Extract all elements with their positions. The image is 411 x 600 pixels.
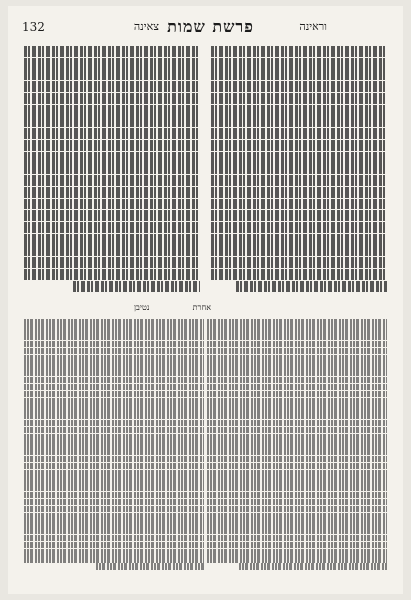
text-line	[24, 463, 204, 470]
main-text-column-left	[24, 46, 200, 301]
text-line	[24, 341, 204, 348]
text-line	[207, 441, 387, 448]
text-line	[211, 81, 387, 92]
text-line	[24, 384, 204, 391]
text-line	[207, 341, 387, 348]
text-line	[24, 456, 204, 463]
commentary-heading-right: אחרת	[192, 303, 211, 312]
text-line	[24, 245, 200, 256]
text-line	[211, 163, 387, 174]
text-line	[211, 269, 387, 280]
text-line	[24, 257, 200, 268]
text-line	[207, 348, 387, 355]
text-line	[24, 348, 204, 355]
text-line	[207, 420, 387, 427]
text-line	[211, 175, 387, 186]
text-line	[24, 377, 204, 384]
text-line	[24, 116, 200, 127]
book-page	[8, 6, 403, 594]
text-line	[207, 556, 387, 563]
text-line	[207, 448, 387, 455]
text-line	[207, 513, 387, 520]
text-line	[24, 506, 204, 513]
text-line	[24, 105, 200, 116]
text-line	[24, 46, 200, 57]
text-line	[24, 222, 200, 233]
text-line	[211, 199, 387, 210]
text-line	[96, 563, 204, 570]
text-line	[207, 405, 387, 412]
text-line	[24, 470, 204, 477]
text-line	[207, 470, 387, 477]
text-line	[24, 210, 200, 221]
text-line	[24, 319, 204, 326]
page-number: 132	[22, 20, 45, 34]
header-left-label: וראינה	[299, 20, 327, 33]
text-line	[211, 222, 387, 233]
text-line	[24, 513, 204, 520]
text-line	[207, 412, 387, 419]
main-text-column-right	[211, 46, 387, 301]
text-line	[73, 281, 200, 292]
text-line	[24, 333, 204, 340]
text-line	[24, 69, 200, 80]
commentary-heading-left: נטיבן	[134, 303, 150, 312]
text-line	[207, 434, 387, 441]
text-line	[24, 412, 204, 419]
text-line	[24, 405, 204, 412]
text-line	[207, 333, 387, 340]
text-line	[24, 163, 200, 174]
text-line	[207, 377, 387, 384]
running-header	[22, 17, 389, 40]
main-text-block	[24, 46, 387, 301]
commentary-headings	[24, 303, 387, 317]
header-right-label: צאינה	[133, 20, 159, 33]
text-line	[24, 175, 200, 186]
text-line	[24, 556, 204, 563]
text-line	[211, 210, 387, 221]
text-line	[24, 355, 204, 362]
text-line	[207, 384, 387, 391]
commentary-column-left	[24, 319, 204, 580]
text-line	[211, 93, 387, 104]
text-line	[24, 448, 204, 455]
text-line	[211, 128, 387, 139]
text-line	[24, 549, 204, 556]
text-line	[211, 257, 387, 268]
text-line	[207, 326, 387, 333]
text-line	[211, 46, 387, 57]
text-line	[24, 492, 204, 499]
text-line	[24, 269, 200, 280]
text-line	[24, 477, 204, 484]
text-line	[24, 420, 204, 427]
text-line	[207, 362, 387, 369]
text-line	[211, 116, 387, 127]
text-line	[236, 281, 387, 292]
text-line	[24, 391, 204, 398]
text-line	[24, 441, 204, 448]
text-line	[239, 563, 387, 570]
text-line	[207, 477, 387, 484]
text-line	[207, 391, 387, 398]
text-line	[207, 492, 387, 499]
text-line	[24, 499, 204, 506]
text-line	[207, 527, 387, 534]
text-line	[207, 499, 387, 506]
text-line	[24, 140, 200, 151]
text-line	[24, 484, 204, 491]
text-line	[211, 58, 387, 69]
text-line	[211, 105, 387, 116]
text-line	[207, 355, 387, 362]
text-line	[207, 369, 387, 376]
commentary-column-right	[207, 319, 387, 580]
text-line	[24, 520, 204, 527]
text-line	[24, 187, 200, 198]
commentary-block	[24, 319, 387, 580]
text-line	[24, 362, 204, 369]
text-line	[207, 484, 387, 491]
text-line	[207, 456, 387, 463]
text-line	[24, 93, 200, 104]
text-line	[24, 128, 200, 139]
header-portion-title: פרשת שמות	[167, 17, 254, 36]
text-line	[24, 152, 200, 163]
text-line	[211, 152, 387, 163]
text-line	[207, 319, 387, 326]
text-line	[24, 81, 200, 92]
text-line	[211, 234, 387, 245]
text-line	[207, 398, 387, 405]
text-line	[24, 542, 204, 549]
text-line	[207, 427, 387, 434]
text-line	[24, 427, 204, 434]
text-line	[207, 520, 387, 527]
text-line	[24, 326, 204, 333]
text-line	[207, 535, 387, 542]
text-line	[24, 398, 204, 405]
text-line	[24, 58, 200, 69]
text-line	[207, 549, 387, 556]
text-line	[24, 199, 200, 210]
text-line	[207, 463, 387, 470]
text-line	[24, 434, 204, 441]
text-line	[207, 542, 387, 549]
text-line	[24, 234, 200, 245]
text-line	[211, 69, 387, 80]
text-line	[207, 506, 387, 513]
text-line	[211, 140, 387, 151]
text-line	[24, 369, 204, 376]
text-line	[211, 187, 387, 198]
text-line	[211, 245, 387, 256]
text-line	[24, 527, 204, 534]
text-line	[24, 535, 204, 542]
